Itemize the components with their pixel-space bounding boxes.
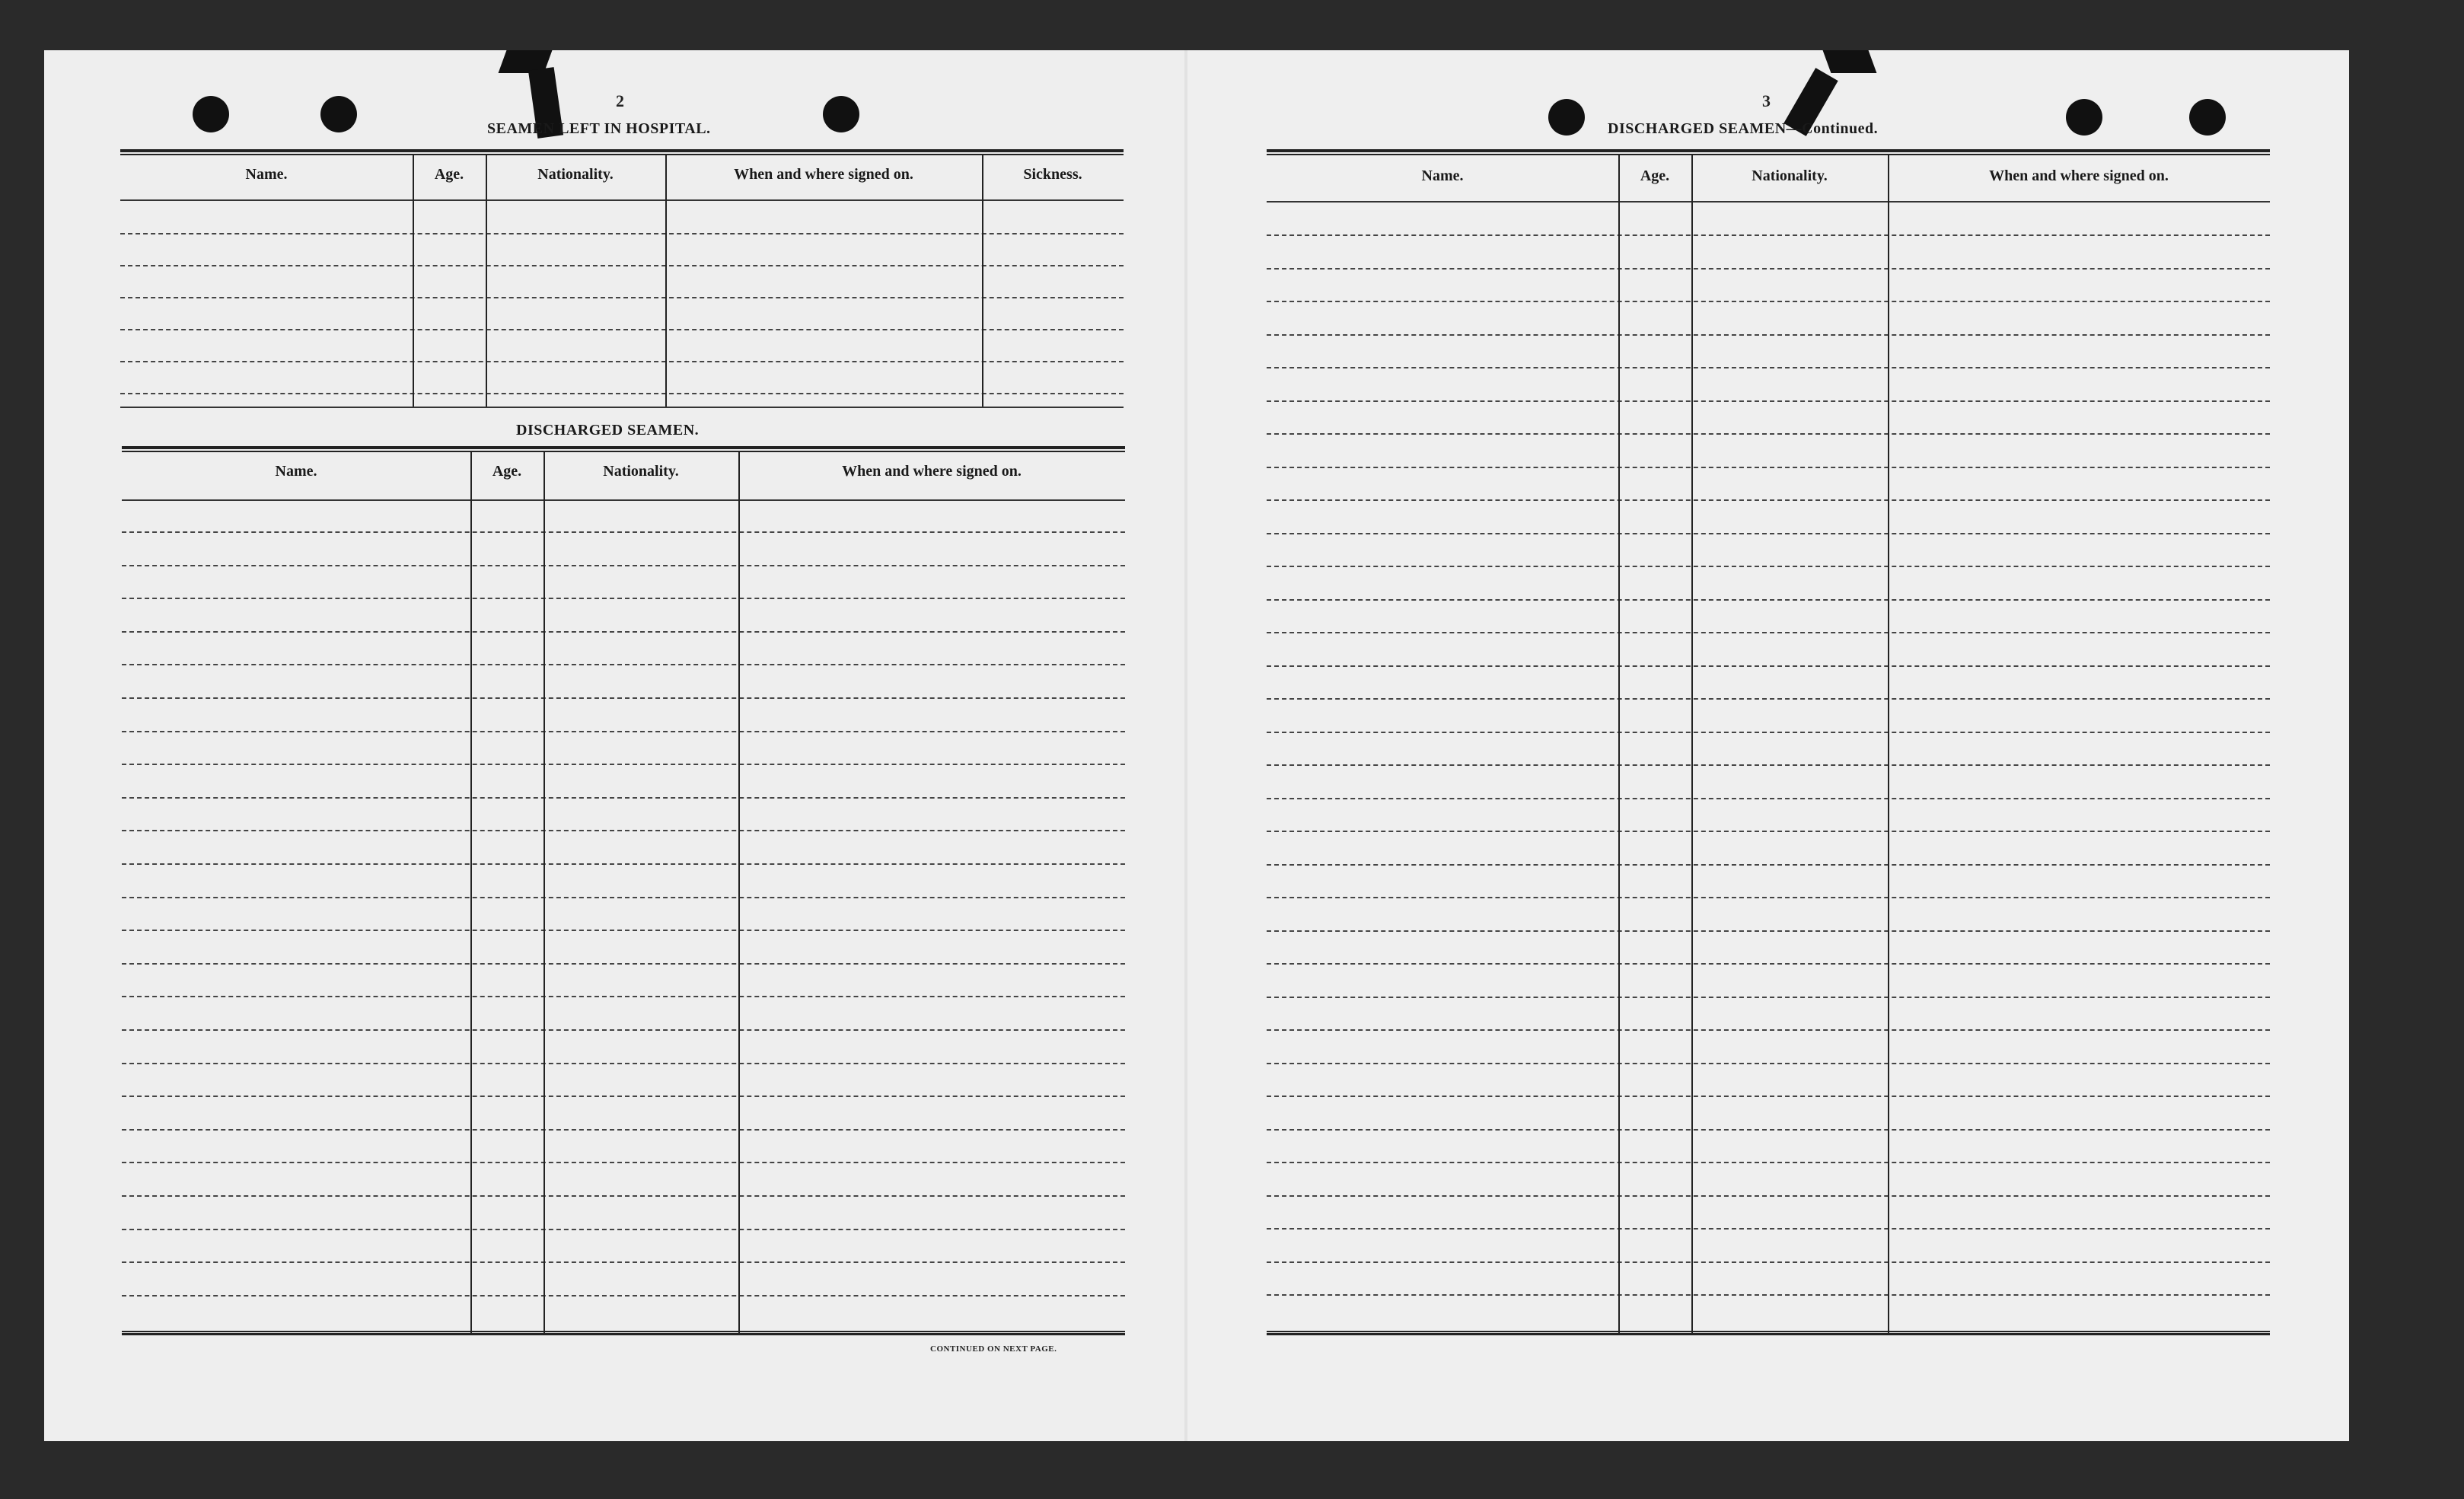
table-row (1267, 1261, 2270, 1263)
table-row (1267, 963, 2270, 965)
table-row (120, 265, 1124, 266)
column-divider (982, 155, 983, 408)
column-header-signed-on: When and where signed on. (842, 463, 1022, 480)
table-row (1267, 665, 2270, 667)
table-row (1267, 1195, 2270, 1197)
column-divider (738, 452, 740, 1335)
table-row (122, 1195, 1125, 1197)
table-row (122, 731, 1125, 732)
table-row (120, 297, 1124, 298)
table-row (1267, 831, 2270, 832)
table-row (122, 963, 1125, 965)
table-row (122, 1096, 1125, 1097)
table-row (122, 531, 1125, 533)
table-row (120, 329, 1124, 330)
column-header-name: Name. (275, 463, 317, 480)
table-row (122, 598, 1125, 599)
table-row (122, 631, 1125, 633)
table-row (122, 1029, 1125, 1031)
table-row (122, 1261, 1125, 1263)
column-header-nationality: Nationality. (1752, 167, 1828, 184)
header-rule (120, 199, 1124, 201)
table-row (1267, 268, 2270, 270)
hospital-section-title: SEAMEN LEFT IN HOSPITAL. (487, 120, 711, 137)
table-top-rule (120, 149, 1124, 155)
table-row (1267, 997, 2270, 998)
table-row (122, 664, 1125, 665)
table-row (1267, 1228, 2270, 1229)
table-row (122, 1162, 1125, 1163)
column-header-name: Name. (245, 166, 288, 183)
punch-hole (1548, 99, 1585, 136)
table-bottom-rule (1267, 1331, 2270, 1335)
table-row (122, 996, 1125, 997)
column-header-age: Age. (492, 463, 522, 480)
punch-hole (2066, 99, 2102, 136)
table-row (1267, 1162, 2270, 1163)
hospital-table (120, 149, 1124, 411)
discharged-table-right (1267, 149, 2270, 1341)
table-row (1267, 566, 2270, 567)
table-row (122, 830, 1125, 831)
header-rule (1267, 201, 2270, 203)
table-row (1267, 400, 2270, 402)
table-row (1267, 1096, 2270, 1097)
table-row (122, 1063, 1125, 1064)
continued-note: CONTINUED ON NEXT PAGE. (930, 1344, 1057, 1354)
column-divider (413, 155, 414, 408)
column-divider (1888, 155, 1889, 1335)
column-header-sickness: Sickness. (1023, 166, 1082, 183)
table-row (1267, 1063, 2270, 1064)
table-row (120, 361, 1124, 362)
column-divider (665, 155, 667, 408)
punch-hole (320, 96, 357, 132)
table-row (1267, 798, 2270, 799)
discharged-section-title: DISCHARGED SEAMEN. (516, 422, 700, 439)
table-row (1267, 764, 2270, 766)
table-top-rule (1267, 149, 2270, 155)
punch-hole (823, 96, 859, 132)
column-divider (1691, 155, 1693, 1335)
table-row (1267, 930, 2270, 932)
table-row (122, 565, 1125, 566)
page-number-left: 2 (616, 91, 624, 110)
table-row (1267, 732, 2270, 733)
table-row (1267, 698, 2270, 700)
page-number-right: 3 (1762, 91, 1771, 110)
column-divider (543, 452, 545, 1335)
table-row (1267, 334, 2270, 336)
table-row (122, 1295, 1125, 1296)
table-row (122, 897, 1125, 898)
table-bottom-rule (122, 1331, 1125, 1335)
table-row (1267, 864, 2270, 866)
discharged-table-left (122, 446, 1125, 1341)
column-header-nationality: Nationality. (537, 166, 614, 183)
table-row (122, 1229, 1125, 1230)
column-divider (470, 452, 472, 1335)
table-row (1267, 1129, 2270, 1131)
column-divider (1618, 155, 1620, 1335)
table-row (122, 930, 1125, 931)
table-row (1267, 433, 2270, 435)
punch-hole (2189, 99, 2226, 136)
column-header-signed-on: When and where signed on. (1989, 167, 2169, 184)
column-header-age: Age. (1640, 167, 1670, 184)
table-top-rule (122, 446, 1125, 452)
table-row (1267, 234, 2270, 236)
column-header-name: Name. (1421, 167, 1464, 184)
column-header-nationality: Nationality. (603, 463, 679, 480)
binding-clip (1823, 50, 1877, 73)
table-row (1267, 599, 2270, 601)
column-header-signed-on: When and where signed on. (734, 166, 913, 183)
table-row (1267, 1294, 2270, 1296)
page-spine (1184, 50, 1187, 1441)
table-row (122, 863, 1125, 865)
table-row (122, 764, 1125, 765)
table-row (1267, 367, 2270, 368)
table-row (1267, 897, 2270, 898)
table-row (1267, 301, 2270, 302)
punch-hole (193, 96, 229, 132)
column-header-age: Age. (434, 166, 464, 183)
table-row (120, 393, 1124, 394)
column-divider (486, 155, 487, 408)
header-rule (122, 499, 1125, 501)
table-row (1267, 467, 2270, 468)
table-row (1267, 533, 2270, 534)
table-row (1267, 632, 2270, 633)
table-bottom-rule (120, 407, 1124, 408)
table-row (122, 1129, 1125, 1131)
table-row (1267, 1029, 2270, 1031)
table-row (120, 233, 1124, 234)
table-row (122, 797, 1125, 799)
discharged-continued-title: DISCHARGED SEAMEN—Continued. (1608, 120, 1879, 137)
table-row (1267, 499, 2270, 501)
table-row (122, 697, 1125, 699)
